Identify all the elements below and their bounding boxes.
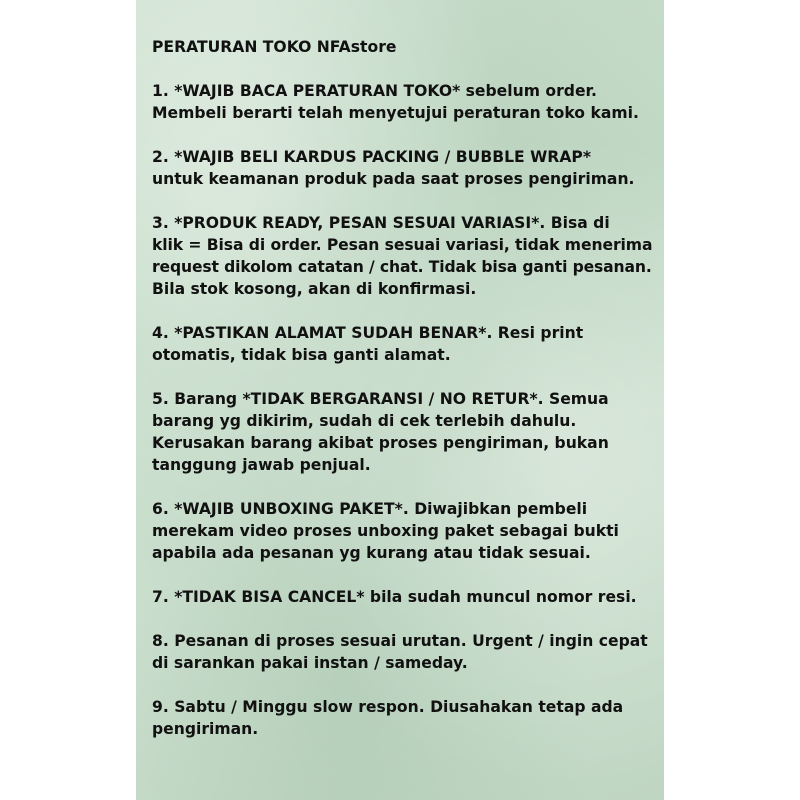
rule-line: 7. *TIDAK BISA CANCEL* bila sudah muncul nomor resi. (152, 588, 637, 606)
rules-list (152, 80, 652, 740)
rule-item (152, 696, 652, 740)
rule-item (152, 630, 652, 674)
rule-item (152, 80, 652, 124)
rule-item (152, 498, 652, 564)
rule-line: apabila ada pesanan yg kurang atau tidak sesuai. (152, 544, 591, 562)
rule-item (152, 586, 652, 608)
rule-line: Membeli berarti telah menyetujui peraturan toko kami. (152, 104, 639, 122)
rule-line: 9. Sabtu / Minggu slow respon. Diusahakan tetap ada (152, 698, 624, 716)
rule-line: Bila stok kosong, akan di konfirmasi. (152, 280, 477, 298)
rule-line: pengiriman. (152, 720, 259, 738)
rule-item (152, 212, 652, 300)
rule-item (152, 146, 652, 190)
rule-line: 1. *WAJIB BACA PERATURAN TOKO* sebelum order. (152, 82, 597, 100)
rule-line: 8. Pesanan di proses sesuai urutan. Urgent / ingin cepat (152, 632, 648, 650)
rule-line: 4. *PASTIKAN ALAMAT SUDAH BENAR*. Resi print (152, 324, 584, 342)
rule-line: merekam video proses unboxing paket sebagai bukti (152, 522, 619, 540)
rule-line: barang yg dikirim, sudah di cek terlebih dahulu. (152, 412, 577, 430)
rule-line: 6. *WAJIB UNBOXING PAKET*. Diwajibkan pembeli (152, 500, 588, 518)
rules-card (136, 0, 664, 800)
rule-line: Kerusakan barang akibat proses pengiriman, bukan (152, 434, 609, 452)
rule-item (152, 322, 652, 366)
rule-line: otomatis, tidak bisa ganti alamat. (152, 346, 451, 364)
rule-item (152, 388, 652, 476)
rule-line: tanggung jawab penjual. (152, 456, 371, 474)
rule-line: di sarankan pakai instan / sameday. (152, 654, 468, 672)
rule-line: 2. *WAJIB BELI KARDUS PACKING / BUBBLE WRAP* (152, 148, 591, 166)
rule-line: untuk keamanan produk pada saat proses pengiriman. (152, 170, 635, 188)
rule-line: request dikolom catatan / chat. Tidak bisa ganti pesanan. (152, 258, 652, 276)
rule-line: 3. *PRODUK READY, PESAN SESUAI VARIASI*. Bisa di (152, 214, 610, 232)
page-title: PERATURAN TOKO NFAstore (152, 38, 397, 56)
rule-line: 5. Barang *TIDAK BERGARANSI / NO RETUR*. Semua (152, 390, 609, 408)
rules-content (152, 36, 652, 762)
rule-line: klik = Bisa di order. Pesan sesuai variasi, tidak menerima (152, 236, 653, 254)
